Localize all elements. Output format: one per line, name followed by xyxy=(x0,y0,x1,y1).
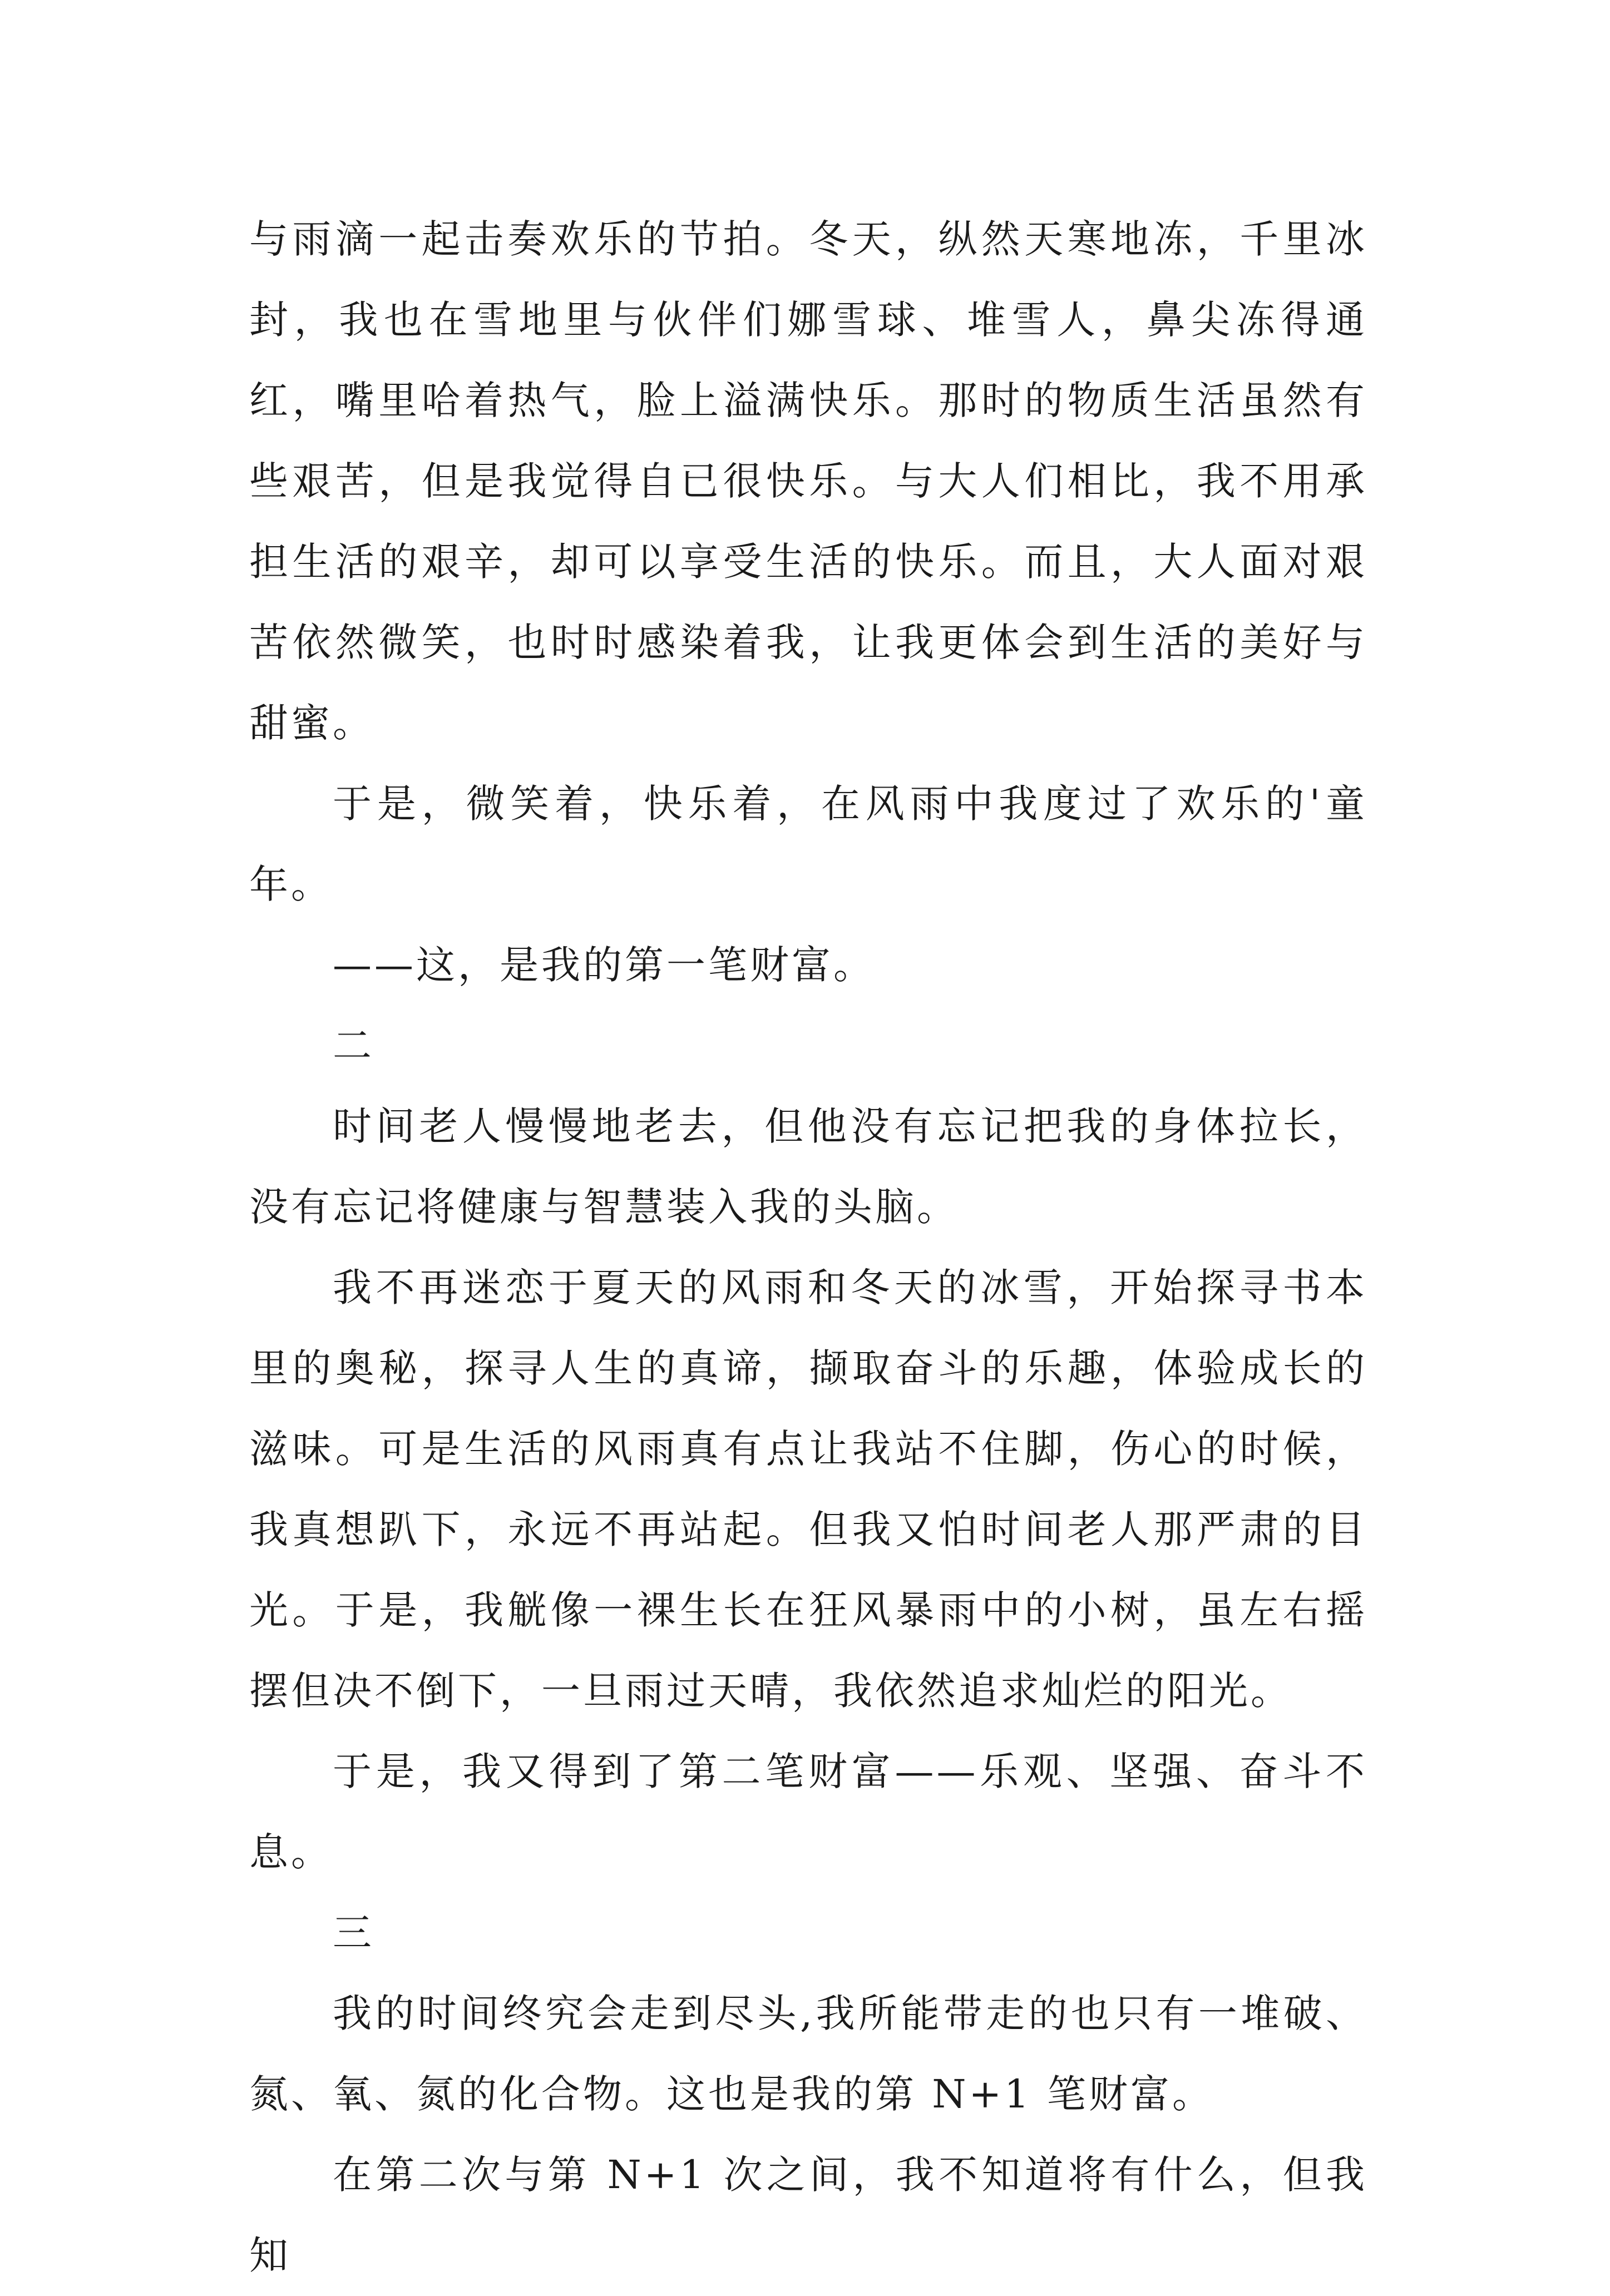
body-text xyxy=(249,199,1367,2296)
paragraph: 与雨滴一起击奏欢乐的节拍。冬天，纵然天寒地冻，千里冰封，我也在雪地里与伙伴们娜雪球、堆雪人，鼻尖冻得通红，嘴里哈着热气，脸上溢满快乐。那时的物质生活虽然有些艰苦，但是我觉得自已很快乐。与大人们相比，我不用承担生活的艰辛，却可以享受生活的快乐。而且，大人面对艰苦依然微笑，也时时感染着我，让我更体会到生活的美好与甜蜜。 xyxy=(249,216,1367,746)
paragraph: 我不再迷恋于夏天的风雨和冬天的冰雪，开始探寻书本里的奥秘，探寻人生的真谛，撷取奋斗的乐趣，体验成长的滋味。可是生活的风雨真有点让我站不住脚，伤心的时候，我真想趴下，永远不再站起。但我又怕时间老人那严肃的目光。于是，我觥像一裸生长在狂风暴雨中的小树，虽左右摇摆但决不倒下，一旦雨过天晴，我依然追求灿烂的阳光。 xyxy=(249,1265,1367,1714)
paragraph: 在第二次与第 N+1 次之间，我不知道将有什么，但我知 xyxy=(249,2152,1367,2278)
paragraph: 于是，我又得到了第二笔财富——乐观、坚强、奋斗不息。 xyxy=(249,1749,1367,1875)
paragraph: 我的时间终究会走到尽头,我所能带走的也只有一堆破、氮、氧、氮的化合物。这也是我的第 N+1 笔财富。 xyxy=(249,1991,1367,2117)
paragraph: 于是，微笑着，快乐着，在风雨中我度过了欢乐的'童年。 xyxy=(249,781,1367,907)
section-number: 二 xyxy=(333,1023,374,1068)
paragraph: 时间老人慢慢地老去，但他没有忘记把我的身体拉长，没有忘记将健康与智慧装入我的头脑。 xyxy=(249,1104,1367,1230)
paragraph: ——这，是我的第一笔财富。 xyxy=(333,942,875,988)
section-number: 三 xyxy=(333,1910,374,1956)
